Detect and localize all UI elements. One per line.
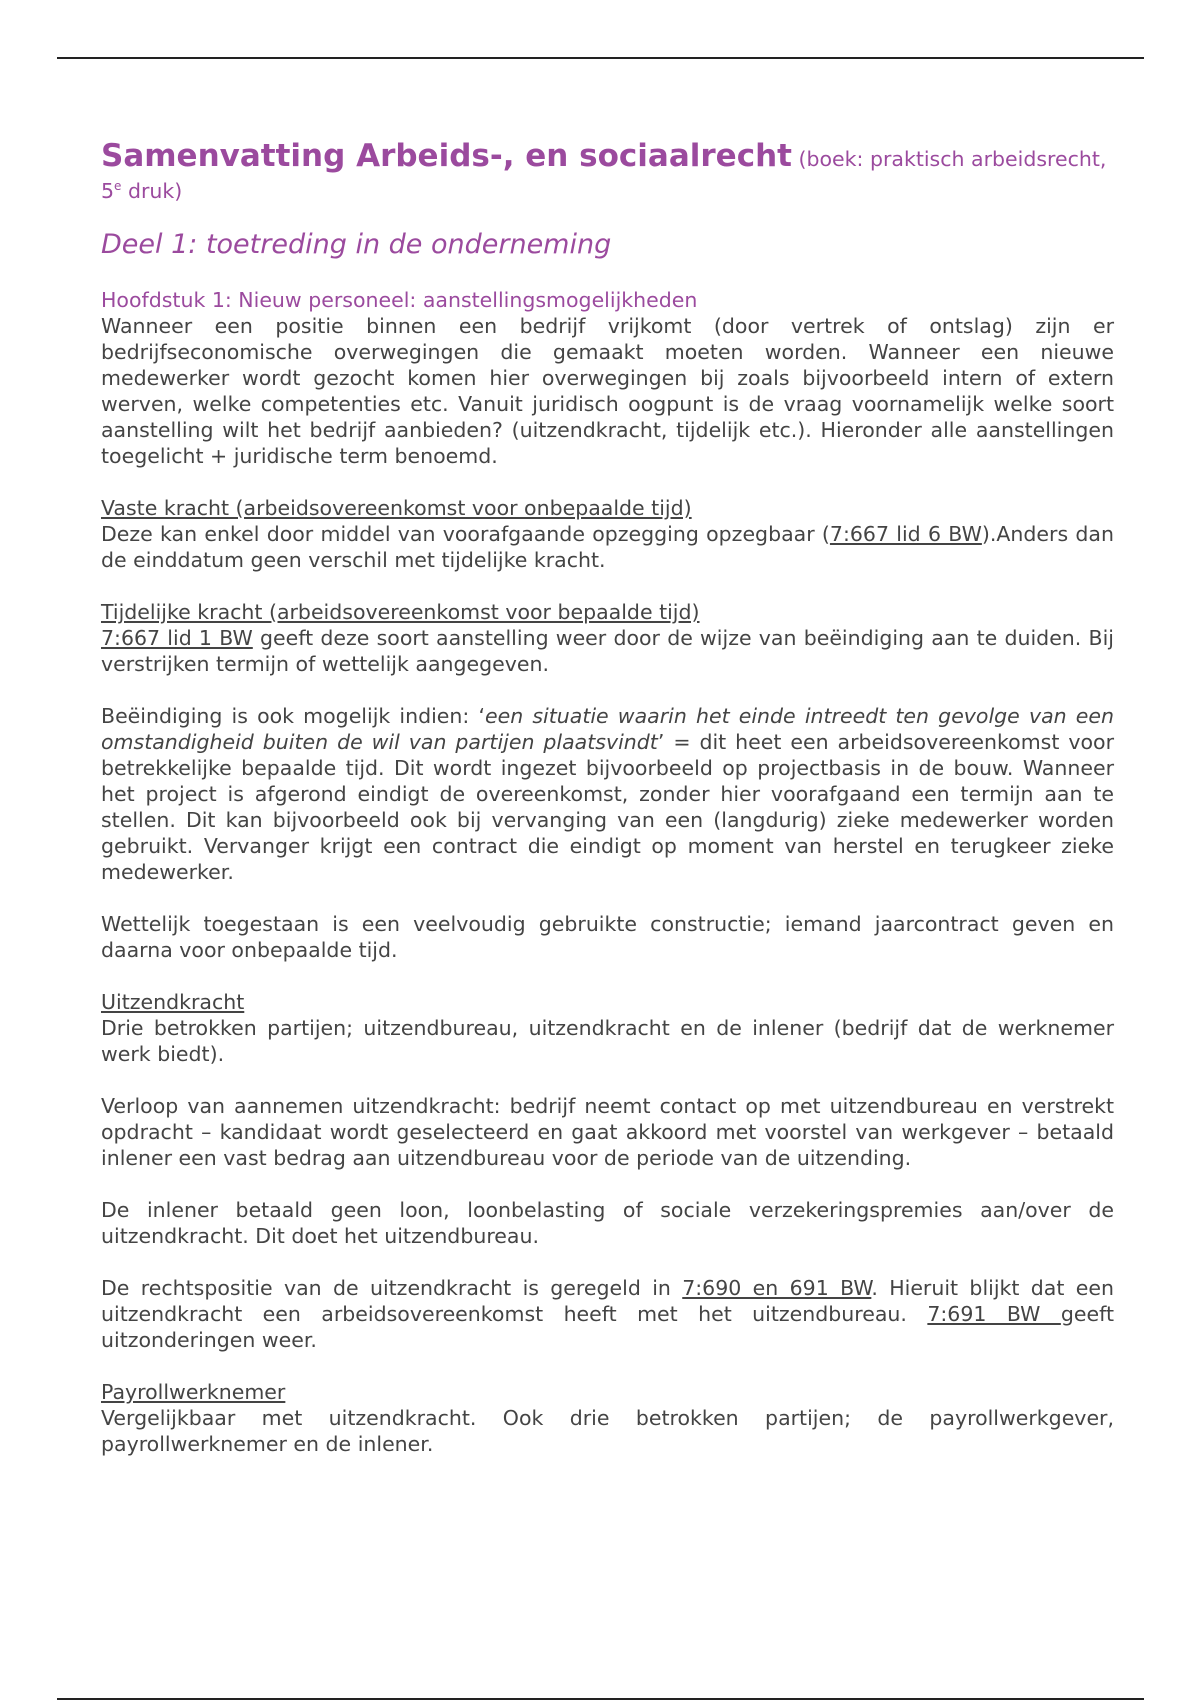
tijdelijk-text-1: geeft deze soort aanstelling weer door de wijze van beëindiging aan te duiden. Bij verstrijken termijn of wettelijk aangegeven. [101, 626, 1114, 676]
document-title [101, 140, 1114, 207]
uitzend-paragraph-3: De inlener betaald geen loon, loonbelasting of sociale verzekeringspremies aan/over de uitzendkracht. Dit doet het uitzendbureau. [101, 1198, 1114, 1248]
vaste-kracht-paragraph [101, 521, 1114, 573]
section-heading-payrollwerknemer: Payrollwerknemer [101, 1380, 286, 1404]
uitzend-text-b: . Hieruit blijkt dat een uitzendkracht een arbeidsovereenkomst heeft met het uitzendbureau. [101, 1276, 1114, 1326]
document-body [101, 140, 1114, 1457]
law-reference: 7:690 en 691 BW [682, 1276, 872, 1300]
title-book-info: (boek: praktisch arbeidsrecht, 5 [101, 147, 1107, 203]
intro-paragraph: Wanneer een positie binnen een bedrijf vrijkomt (door vertrek of ontslag) zijn er bedrijfseconomische overwegingen die gemaakt moeten worden. Wanneer een nieuwe medewerker wordt gezocht komen hier overwegingen bij zoals bijvoorbeeld intern of extern werven, welke competenties etc. Vanuit juridisch oogpunt is de vraag voornamelijk welke soort aanstelling wilt het bedrijf aanbieden? (uitzendkracht, tijdelijk etc.). Hieronder alle aanstellingen toegelicht + juridische term benoemd. [101, 314, 1114, 468]
law-reference: 7:667 lid 6 BW [829, 522, 982, 546]
beeindiging-rest: ’ = dit heet een arbeidsovereenkomst voor betrekkelijke bepaalde tijd. Dit wordt ingezet bijvoorbeeld op projectbasis in de bouw. Wanneer het project is afgerond eindigt de overeenkomst, zonder hier voorafgaand een termijn aan te stellen. Dit kan bijvoorbeeld ook bij vervanging van een (langdurig) zieke medewerker worden gebruikt. Vervanger krijgt een contract die eindigt op moment van herstel en terugkeer zieke medewerker. [101, 730, 1114, 884]
uitzend-paragraph-1: Drie betrokken partijen; uitzendbureau, uitzendkracht en de inlener (bedrijf dat de werknemer werk biedt). [101, 1016, 1114, 1066]
uitzend-text-a: De rechtspositie van de uitzendkracht is geregeld in [101, 1276, 683, 1300]
quoted-definition: een situatie waarin het einde intreedt ten gevolge van een omstandigheid buiten de wil van partijen plaatsvindt [101, 704, 1114, 754]
title-main: Samenvatting Arbeids-, en sociaalrecht [101, 138, 792, 174]
law-reference: 7:667 lid 1 BW [101, 626, 253, 650]
title-superscript: e [114, 179, 122, 194]
beeindiging-paragraph [101, 703, 1114, 885]
title-book-edition: druk) [121, 179, 183, 203]
header-rule [57, 57, 1144, 59]
section-heading-vaste-kracht: Vaste kracht (arbeidsovereenkomst voor onbepaalde tijd) [101, 496, 692, 520]
payroll-paragraph: Vergelijkbaar met uitzendkracht. Ook drie betrokken partijen; de payrollwerkgever, payrollwerknemer en de inlener. [101, 1406, 1114, 1456]
law-reference: 7:691 BW [927, 1302, 1061, 1326]
part-heading: Deel 1: toetreding in de onderneming [101, 229, 612, 260]
uitzend-paragraph-4 [101, 1275, 1114, 1353]
chapter-heading: Hoofdstuk 1: Nieuw personeel: aanstellingsmogelijkheden [101, 288, 698, 312]
uitzend-paragraph-2: Verloop van aannemen uitzendkracht: bedrijf neemt contact op met uitzendbureau en verstrekt opdracht – kandidaat wordt geselecteerd en gaat akkoord met voorstel van werkgever – betaald inlener een vast bedrag aan uitzendbureau voor de periode van de uitzending. [101, 1094, 1114, 1170]
vaste-text-2: ).Anders dan de einddatum geen verschil met tijdelijke kracht. [101, 522, 1114, 572]
section-heading-uitzendkracht: Uitzendkracht [101, 990, 245, 1014]
tijdelijke-kracht-paragraph [101, 625, 1114, 677]
beeindiging-start: Beëindiging is ook mogelijk indien: ‘ [101, 704, 485, 728]
section-heading-tijdelijke-kracht: Tijdelijke kracht (arbeidsovereenkomst voor bepaalde tijd) [101, 600, 700, 624]
constructie-paragraph: Wettelijk toegestaan is een veelvoudig gebruikte constructie; iemand jaarcontract geven en daarna voor onbepaalde tijd. [101, 912, 1114, 962]
vaste-text-1: Deze kan enkel door middel van voorafgaande opzegging opzegbaar ( [101, 522, 830, 546]
uitzend-text-c: geeft uitzonderingen weer. [101, 1302, 1114, 1352]
